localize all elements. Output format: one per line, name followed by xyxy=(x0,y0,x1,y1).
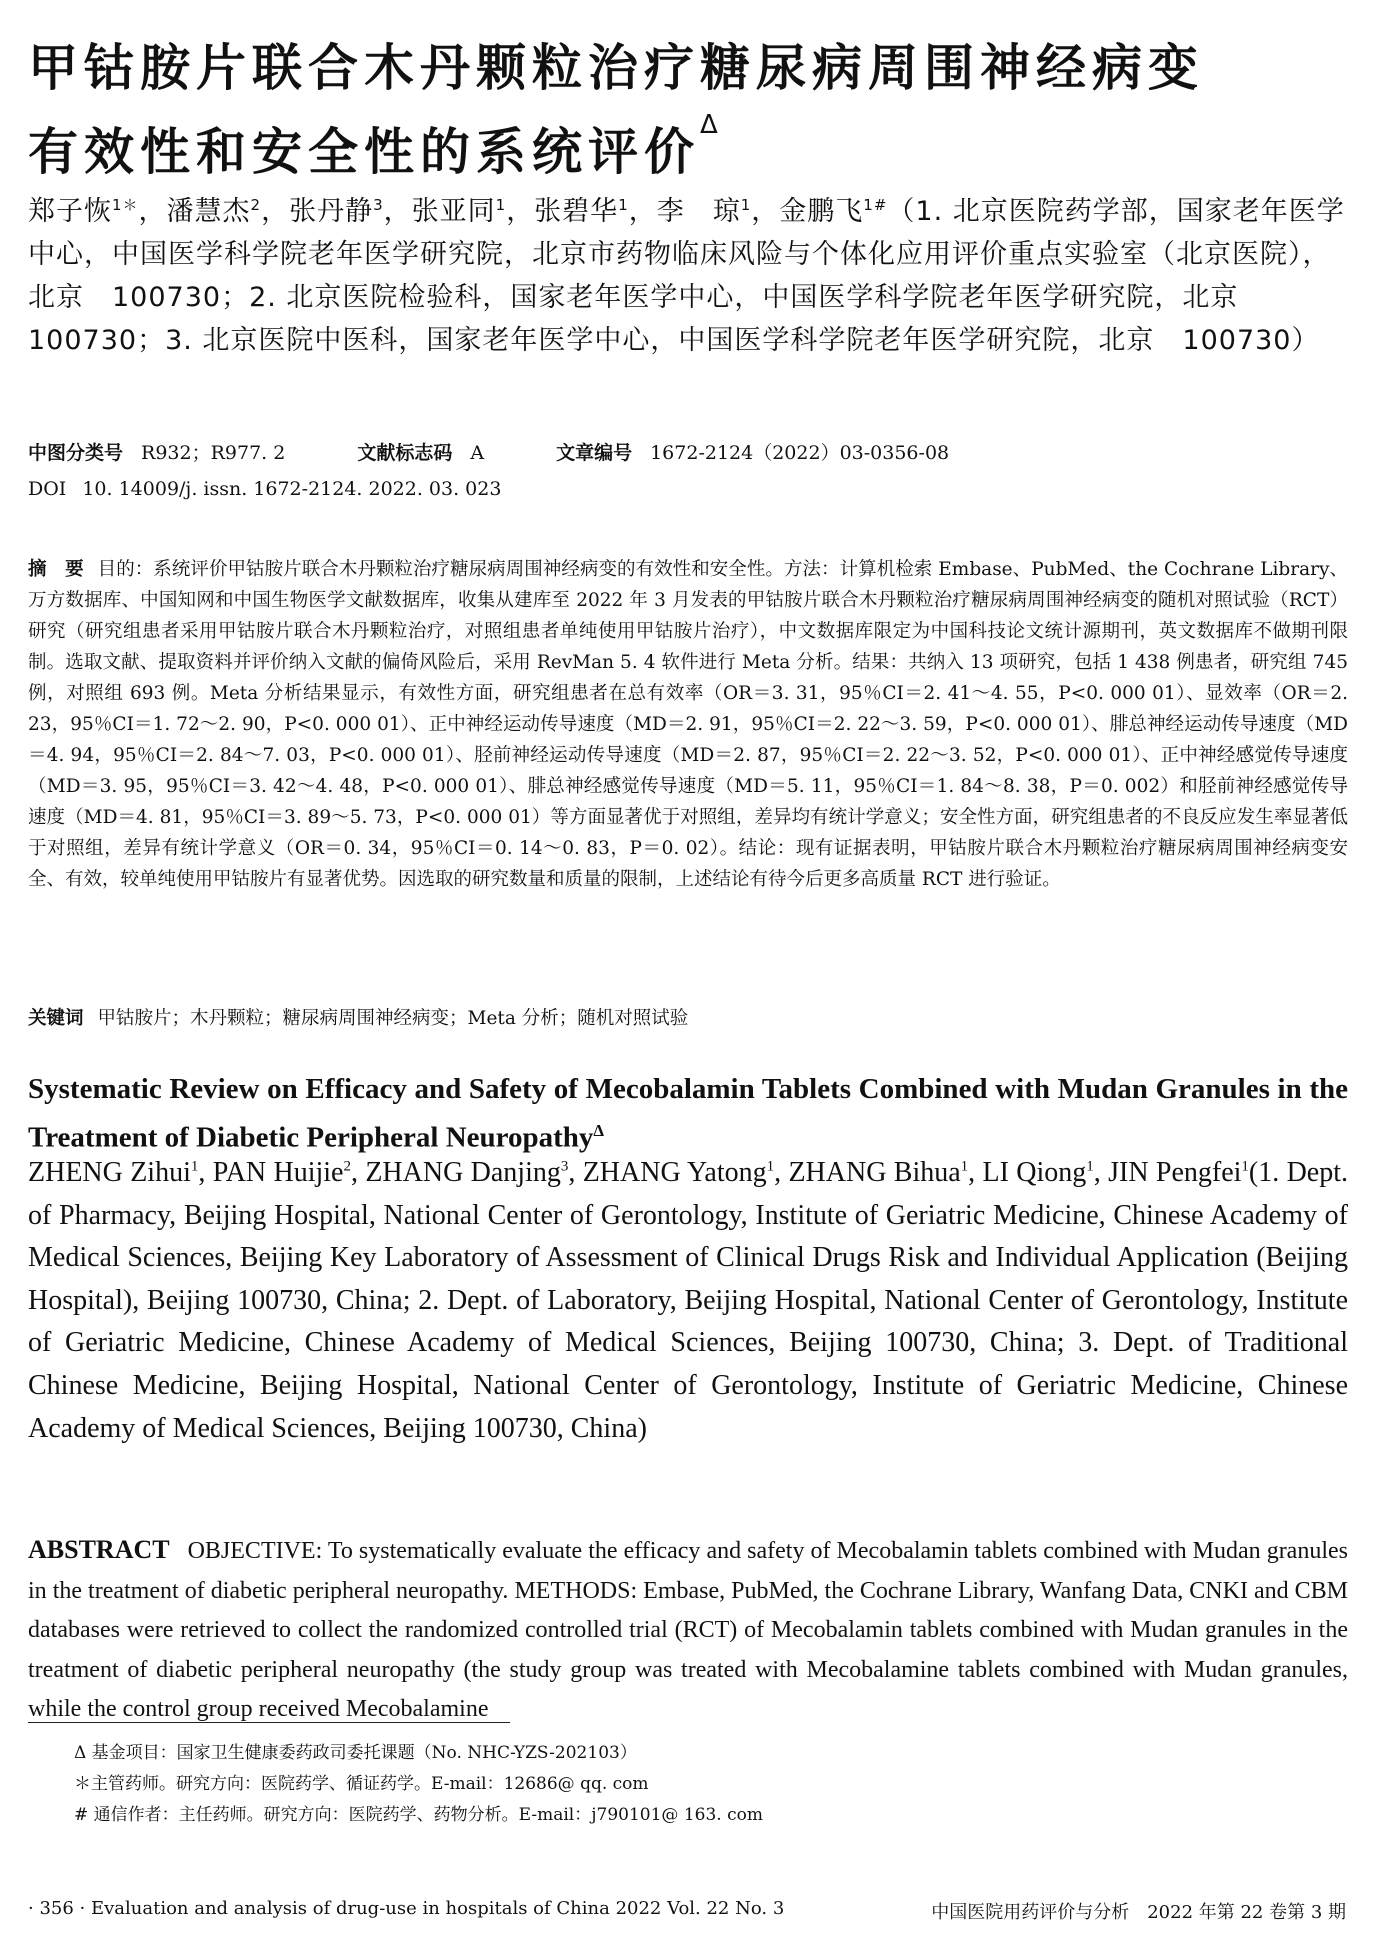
chinese-keywords-text: 甲钴胺片；木丹颗粒；糖尿病周围神经病变；Meta 分析；随机对照试验 xyxy=(97,1008,689,1029)
doc-code-label: 文献标志码 xyxy=(357,442,453,464)
author-name: ，张亚同 xyxy=(383,196,496,227)
footnote-funding: Δ 基金项目：国家卫生健康委药政司委托课题（No. NHC-YZS-202103） xyxy=(74,1743,637,1763)
footnote-first-author: ＊主管药师。研究方向：医院药学、循证药学。E-mail：12686@ qq. com xyxy=(74,1774,649,1794)
author-name: , LI Qiong xyxy=(968,1157,1087,1188)
article-no-label: 文章编号 xyxy=(556,442,633,464)
english-abstract-text: OBJECTIVE: To systematically evaluate the efficacy and safety of Mecobalamin tablets combined with Mudan granules in the treatment of diabetic peripheral neuropathy. METHODS: Embase, PubMed, the Cochrane Library, Wanfang Data, CNKI and CBM databases were retrieved to collect the randomized controlled trial (RCT) of Mecobalamin tablets combined with Mudan granules in the treatment of diabetic peripheral neuropathy (the study group was treated with Mecobalamine tablets combined with Mudan granules, while the control group received Mecobalamine xyxy=(28,1538,1348,1722)
doc-code-value: A xyxy=(470,442,485,464)
chinese-keywords-label: 关键词 xyxy=(28,1008,84,1029)
footnote-corresponding-author: # 通信作者：主任药师。研究方向：医院药学、药物分析。E-mail：j790101@ 163. com xyxy=(74,1805,763,1825)
english-abstract xyxy=(28,1530,1348,1730)
english-abstract-label: ABSTRACT xyxy=(28,1535,170,1564)
author-name: , PAN Huijie xyxy=(198,1157,344,1188)
author-sup: 1 xyxy=(960,1158,969,1175)
funding-mark: Δ xyxy=(593,1121,605,1140)
classification-row xyxy=(28,438,949,465)
english-affiliations: (1. Dept. of Pharmacy, Beijing Hospital, National Center of Gerontology, Institute of Geriatric Medicine, Chinese Academy of Medical Sciences, Beijing Key Laboratory of Assessment of Clinical Drugs Risk and Individual Application (Beijing Hospital), Beijing 100730, China; 2. Dept. of Laboratory, Beijing Hospital, National Center of Gerontology, Institute of Geriatric Medicine, Chinese Academy of Medical Sciences, Beijing 100730, China; 3. Dept. of Traditional Chinese Medicine, Beijing Hospital, National Center of Gerontology, Institute of Geriatric Medicine, Chinese Academy of Medical Sciences, Beijing 100730, China) xyxy=(28,1157,1349,1444)
doi-row xyxy=(28,478,501,500)
chinese-authors xyxy=(28,190,1348,362)
article-no-value: 1672-2124（2022）03-0356-08 xyxy=(650,442,950,464)
author-sup: 1 xyxy=(1241,1158,1249,1175)
author-sup: 1 xyxy=(495,196,507,214)
author-name: ZHENG Zihui xyxy=(28,1157,191,1188)
author-sup: 3 xyxy=(373,196,384,214)
chinese-keywords xyxy=(28,1004,688,1030)
author-name: , ZHANG Yatong xyxy=(568,1157,767,1188)
classification-label: 中图分类号 xyxy=(28,442,124,464)
chinese-abstract-label: 摘 要 xyxy=(28,559,84,580)
author-sup: 2 xyxy=(343,1158,351,1175)
english-authors xyxy=(28,1152,1348,1450)
footnote-divider xyxy=(28,1722,510,1723)
author-sup: 2 xyxy=(250,196,262,214)
doi-label: DOI xyxy=(28,478,67,500)
author-sup: 1# xyxy=(863,196,888,214)
chinese-title-line-1: 甲钴胺片联合木丹颗粒治疗糖尿病周围神经病变 xyxy=(28,39,1204,97)
author-sup: 3 xyxy=(560,1158,569,1175)
chinese-title-line-2-text: 有效性和安全性的系统评价 xyxy=(28,123,700,181)
author-name: ，张丹静 xyxy=(261,196,374,227)
footnotes xyxy=(74,1738,763,1831)
doi-value: 10. 14009/j. issn. 1672-2124. 2022. 03. 023 xyxy=(82,478,502,500)
chinese-title xyxy=(28,26,1358,194)
author-sup: 1 xyxy=(740,196,752,214)
author-sup: 1＊ xyxy=(112,196,139,214)
author-name: 郑子恢 xyxy=(28,196,112,227)
author-name: ，潘慧杰 xyxy=(138,196,251,227)
chinese-abstract xyxy=(28,554,1348,895)
author-name: ，张碧华 xyxy=(506,196,619,227)
author-sup: 1 xyxy=(766,1158,775,1175)
english-title-text: Systematic Review on Efficacy and Safety of Mecobalamin Tablets Combined with Mudan Granules in the Treatment of Diabetic Peripheral Neuropathy xyxy=(28,1073,1348,1154)
author-name: , ZHANG Danjing xyxy=(350,1157,561,1188)
author-name: ，金鹏飞 xyxy=(751,196,864,227)
chinese-affiliations: （1. 北京医院药学部，国家老年医学中心，中国医学科学院老年医学研究院，北京市药物临床风险与个体化应用评价重点实验室（北京医院），北京 100730；2. 北京医院检验科，国家老年医学中心，中国医学科学院老年医学研究院，北京 100730；3. 北京医院中医科，国家老年医学中心，中国医学科学院老年医学研究院，北京 100730） xyxy=(28,196,1345,356)
footer-left: · 356 · Evaluation and analysis of drug-use in hospitals of China 2022 Vol. 22 No. 3 xyxy=(28,1898,785,1919)
author-name: , JIN Pengfei xyxy=(1093,1157,1242,1188)
author-sup: 1 xyxy=(190,1158,199,1175)
author-sup: 1 xyxy=(618,196,629,214)
author-name: , ZHANG Bihua xyxy=(774,1157,961,1188)
chinese-title-line-2 xyxy=(28,110,1358,194)
english-title xyxy=(28,1068,1348,1159)
author-sup: 1 xyxy=(1086,1158,1094,1175)
classification-value: R932；R977. 2 xyxy=(141,442,286,464)
footer-right: 中国医院用药评价与分析 2022 年第 22 卷第 3 期 xyxy=(931,1902,1346,1923)
page-footer xyxy=(28,1898,1346,1923)
funding-mark: Δ xyxy=(700,110,724,140)
chinese-abstract-text: 目的：系统评价甲钴胺片联合木丹颗粒治疗糖尿病周围神经病变的有效性和安全性。方法：计算机检索 Embase、PubMed、the Cochrane Library、万方数据库、中国知网和中国生物医学文献数据库，收集从建库至 2022 年 3 月发表的甲钴胺片联合木丹颗粒治疗糖尿病周围神经病变的随机对照试验（RCT）研究（研究组患者采用甲钴胺片联合木丹颗粒治疗，对照组患者单纯使用甲钴胺片治疗），中文数据库限定为中国科技论文统计源期刊，英文数据库不做期刊限制。选取文献、提取资料并评价纳入文献的偏倚风险后，采用 RevMan 5. 4 软件进行 Meta 分析。结果：共纳入 13 项研究，包括 1 438 例患者，研究组 745 例，对照组 693 例。Meta 分析结果显示，有效性方面，研究组患者在总有效率（OR＝3. 31，95％CI＝2. 41～4. 55，P<0. 000 01）、显效率（OR＝2. 23，95％CI＝1. 72～2. 90，P<0. 000 01）、正中神经运动传导速度（MD＝2. 91，95％CI＝2. 22～3. 59，P<0. 000 01）、腓总神经运动传导速度（MD＝4. 94，95％CI＝2. 84～7. 03，P<0. 000 01）、胫前神经运动传导速度（MD＝2. 87，95％CI＝2. 22～3. 52，P<0. 000 01）、正中神经感觉传导速度（MD＝3. 95，95％CI＝3. 42～4. 48，P<0. 000 01）、腓总神经感觉传导速度（MD＝5. 11，95％CI＝1. 84～8. 38，P＝0. 002）和胫前神经感觉传导速度（MD＝4. 81，95％CI＝3. 89～5. 73，P<0. 000 01）等方面显著优于对照组，差异均有统计学意义；安全性方面，研究组患者的不良反应发生率显著低于对照组，差异有统计学意义（OR＝0. 34，95％CI＝0. 14～0. 83，P＝0. 02）。结论：现有证据表明，甲钴胺片联合木丹颗粒治疗糖尿病周围神经病变安全、有效，较单纯使用甲钴胺片有显著优势。因选取的研究数量和质量的限制，上述结论有待今后更多高质量 RCT 进行验证。 xyxy=(28,559,1348,890)
author-name: ，李 琼 xyxy=(628,196,741,227)
